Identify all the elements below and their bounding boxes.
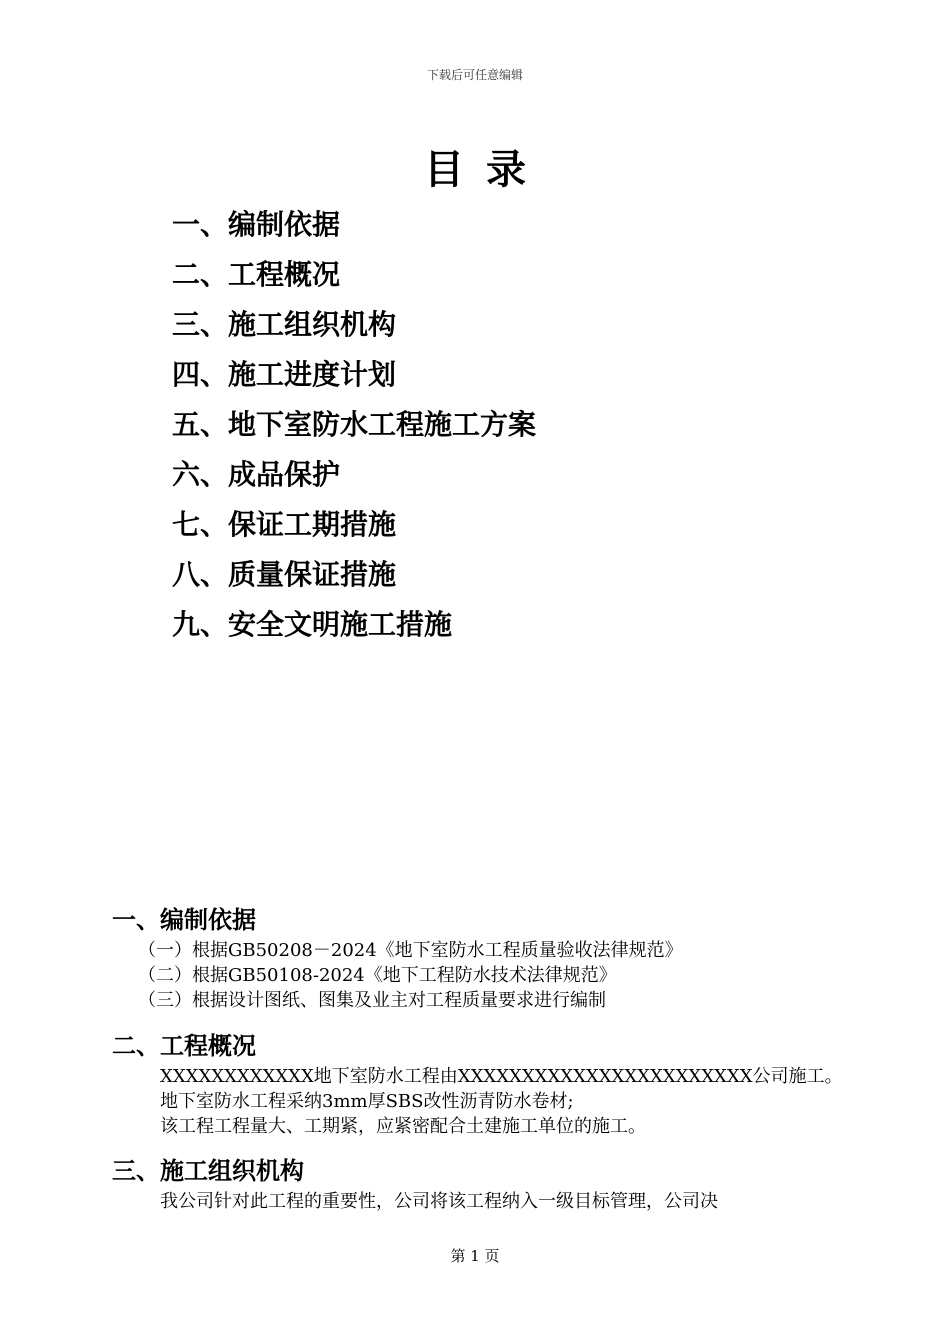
section-overview xyxy=(112,1028,872,1139)
toc-item[interactable]: 八、质量保证措施 xyxy=(172,558,397,591)
toc-item[interactable]: 四、施工进度计划 xyxy=(172,358,397,391)
toc-list xyxy=(172,204,536,654)
toc-item[interactable]: 二、工程概况 xyxy=(172,258,341,291)
basis-item: （三）根据设计图纸、图集及业主对工程质量要求进行编制 xyxy=(138,990,606,1011)
basis-list xyxy=(112,938,872,1013)
basis-item: （二）根据GB50108-2024《地下工程防水技术法律规范》 xyxy=(138,965,617,986)
toc-item[interactable]: 六、成品保护 xyxy=(172,458,341,491)
toc-item[interactable]: 九、安全文明施工措施 xyxy=(172,608,453,641)
overview-line: XXXXXXXXXXXX地下室防水工程由XXXXXXXXXXXXXXXXXXXXXXX公司施工。 xyxy=(160,1066,843,1087)
toc-title: 目录 xyxy=(424,147,548,193)
basis-item: （一）根据GB50208－2024《地下室防水工程质量验收法律规范》 xyxy=(138,940,683,961)
overview-line: 地下室防水工程采纳3mm厚SBS改性沥青防水卷材; xyxy=(160,1091,574,1112)
overview-line: 该工程工程量大、工期紧，应紧密配合土建施工单位的施工。 xyxy=(160,1116,646,1137)
organization-paragraph: 我公司针对此工程的重要性，公司将该工程纳入一级目标管理，公司决 xyxy=(160,1191,718,1212)
overview-lines xyxy=(112,1064,872,1139)
toc-item[interactable]: 三、施工组织机构 xyxy=(172,308,397,341)
toc-item[interactable]: 五、地下室防水工程施工方案 xyxy=(172,408,537,441)
page-number: 第 1 页 xyxy=(450,1247,500,1265)
toc-item[interactable]: 七、保证工期措施 xyxy=(172,508,397,541)
header-note: 下载后可任意编辑 xyxy=(426,68,523,82)
toc-item[interactable]: 一、编制依据 xyxy=(172,208,341,241)
section-basis xyxy=(112,902,872,1013)
section-heading-organization: 三、施工组织机构 xyxy=(112,1157,304,1185)
section-organization xyxy=(112,1153,872,1214)
section-heading-basis: 一、编制依据 xyxy=(112,906,256,934)
section-heading-overview: 二、工程概况 xyxy=(112,1032,256,1060)
